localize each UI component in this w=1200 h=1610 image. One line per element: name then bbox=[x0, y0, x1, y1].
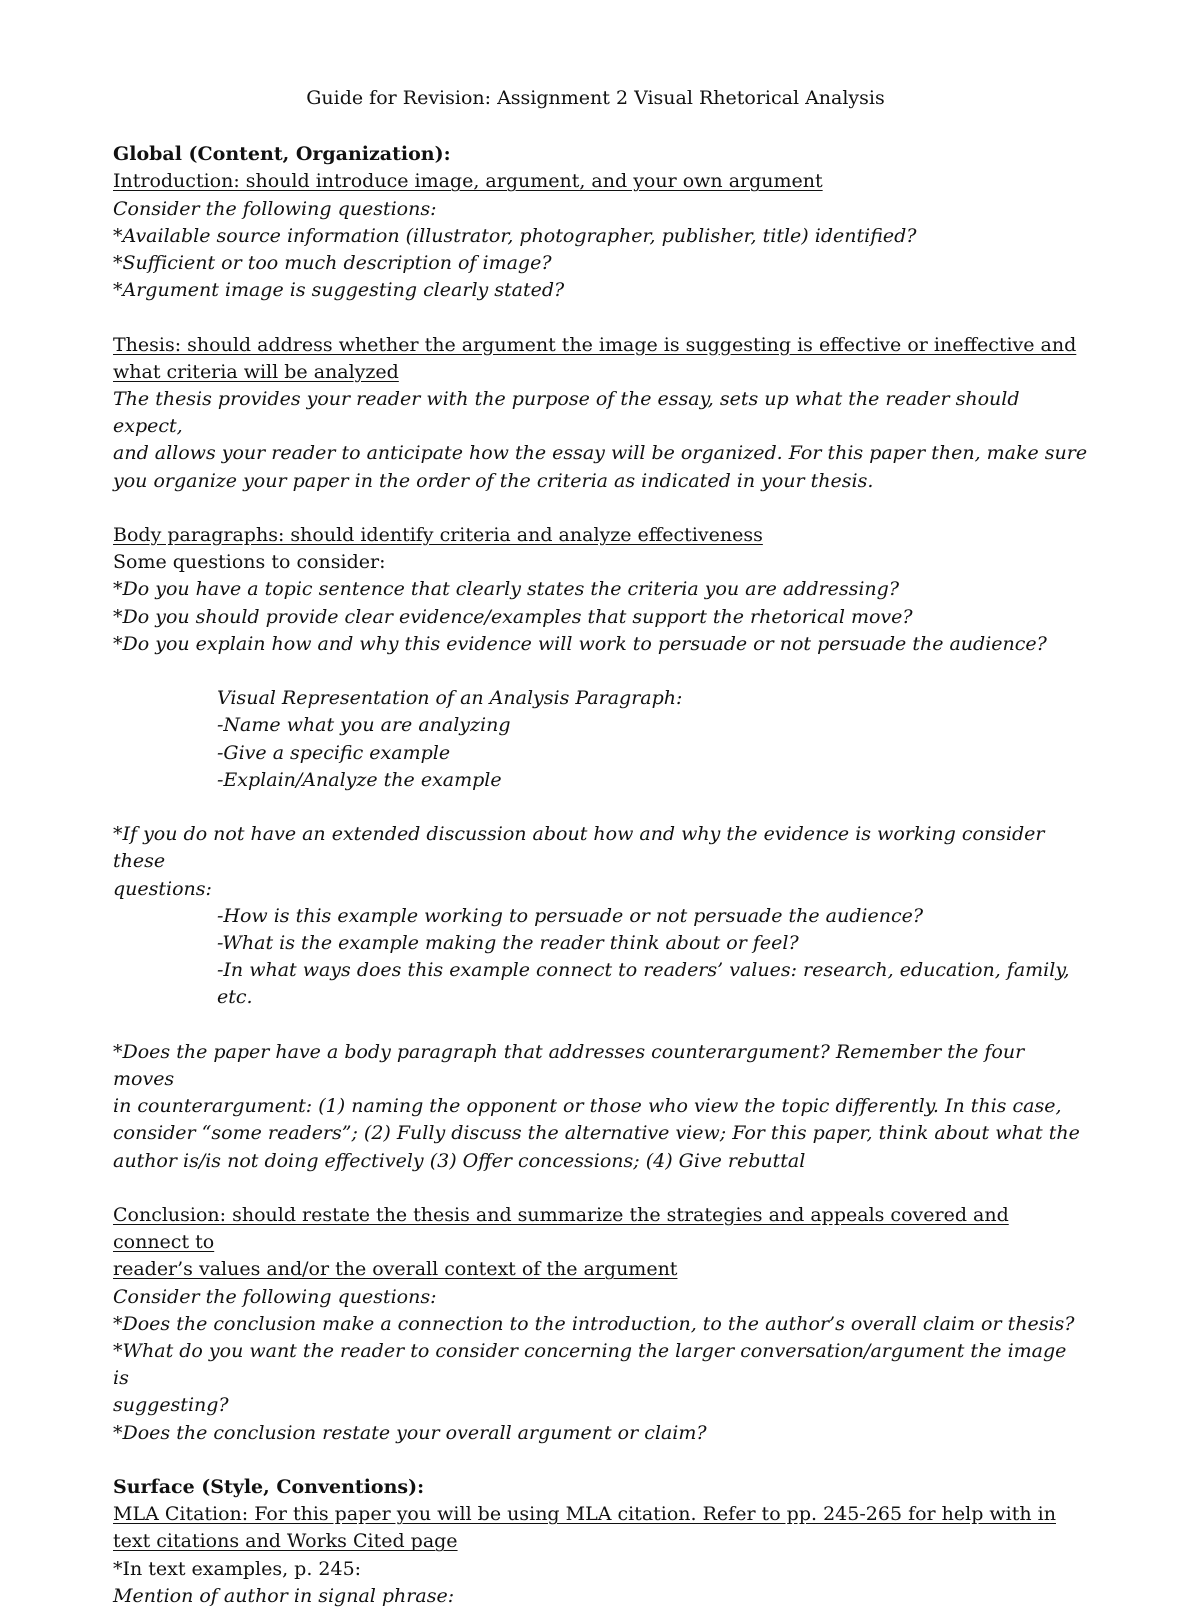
surface-heading: Surface (Style, Conventions): bbox=[113, 1476, 425, 1499]
introduction-heading: Introduction: should introduce image, argument, and your own argument bbox=[113, 170, 823, 193]
paragraph-spacer bbox=[113, 304, 1088, 331]
extended-discussion-note: *If you do not have an extended discussion about how and why the evidence is working consider these bbox=[113, 823, 1045, 873]
body-question: *Do you have a topic sentence that clearly states the criteria you are addressing? bbox=[113, 578, 900, 601]
conclusion-question: *What do you want the reader to consider concerning the larger conversation/argument the image is bbox=[113, 1340, 1067, 1390]
extended-discussion-note: questions: bbox=[113, 877, 212, 900]
thesis-description: and allows your reader to anticipate how the essay will be organized. For this paper then, make sure bbox=[113, 442, 1088, 465]
document-body bbox=[113, 85, 1088, 1610]
visual-representation-step: -Name what you are analyzing bbox=[217, 714, 511, 737]
thesis-heading: what criteria will be analyzed bbox=[113, 360, 399, 383]
thesis-heading: Thesis: should address whether the argument the image is suggesting is effective or ineffective and bbox=[113, 333, 1077, 356]
conclusion-heading: Conclusion: should restate the thesis and summarize the strategies and appeals covered and connect to bbox=[113, 1204, 1009, 1254]
introduction-question: *Sufficient or too much description of image? bbox=[113, 252, 552, 275]
visual-representation-step: -Explain/Analyze the example bbox=[217, 768, 502, 791]
conclusion-question: suggesting? bbox=[113, 1394, 229, 1417]
body-paragraphs-prompt: Some questions to consider: bbox=[113, 551, 386, 574]
extended-question: etc. bbox=[217, 986, 253, 1009]
counterargument-note: consider “some readers”; (2) Fully discuss the alternative view; For this paper, think about what the bbox=[113, 1122, 1080, 1145]
mla-citation-heading: text citations and Works Cited page bbox=[113, 1530, 458, 1553]
body-question: *Do you should provide clear evidence/examples that support the rhetorical move? bbox=[113, 605, 913, 628]
extended-question: -How is this example working to persuade or not persuade the audience? bbox=[217, 904, 924, 927]
extended-question: -In what ways does this example connect to readers’ values: research, education, family, bbox=[217, 959, 1070, 982]
body-question: *Do you explain how and why this evidence will work to persuade or not persuade the audience? bbox=[113, 632, 1047, 655]
paragraph-spacer bbox=[113, 794, 1088, 821]
extended-question: -What is the example making the reader think about or feel? bbox=[217, 932, 799, 955]
conclusion-heading: reader’s values and/or the overall context of the argument bbox=[113, 1258, 678, 1281]
body-paragraphs-heading: Body paragraphs: should identify criteria and analyze effectiveness bbox=[113, 524, 763, 547]
paragraph-spacer bbox=[113, 1447, 1088, 1474]
paragraph-spacer bbox=[113, 495, 1088, 522]
signal-phrase-note: Mention of author in signal phrase: bbox=[113, 1584, 455, 1607]
visual-representation-step: -Give a specific example bbox=[217, 741, 451, 764]
paragraph-spacer bbox=[113, 658, 1088, 685]
introduction-question: *Argument image is suggesting clearly stated? bbox=[113, 279, 565, 302]
paragraph-spacer bbox=[113, 1175, 1088, 1202]
in-text-examples: *In text examples, p. 245: bbox=[113, 1557, 362, 1580]
introduction-prompt: Consider the following questions: bbox=[113, 197, 437, 220]
paragraph-spacer bbox=[113, 1012, 1088, 1039]
counterargument-note: in counterargument: (1) naming the opponent or those who view the topic differently. In this case, bbox=[113, 1095, 1062, 1118]
counterargument-note: author is/is not doing effectively (3) Offer concessions; (4) Give rebuttal bbox=[113, 1149, 806, 1172]
visual-representation-title: Visual Representation of an Analysis Paragraph: bbox=[217, 687, 683, 710]
conclusion-question: *Does the conclusion make a connection to the introduction, to the author’s overall claim or thesis? bbox=[113, 1312, 1075, 1335]
document-title: Guide for Revision: Assignment 2 Visual Rhetorical Analysis bbox=[306, 87, 885, 109]
conclusion-question: *Does the conclusion restate your overall argument or claim? bbox=[113, 1421, 707, 1444]
counterargument-note: *Does the paper have a body paragraph that addresses counterargument? Remember the four moves bbox=[113, 1040, 1025, 1091]
introduction-question: *Available source information (illustrator, photographer, publisher, title) identified? bbox=[113, 224, 917, 247]
thesis-description: The thesis provides your reader with the purpose of the essay, sets up what the reader should expect, bbox=[113, 388, 1020, 438]
global-heading: Global (Content, Organization): bbox=[113, 143, 451, 166]
thesis-description: you organize your paper in the order of the criteria as indicated in your thesis. bbox=[113, 469, 874, 492]
conclusion-prompt: Consider the following questions: bbox=[113, 1285, 437, 1308]
mla-citation-heading: MLA Citation: For this paper you will be using MLA citation. Refer to pp. 245-265 for help with in bbox=[113, 1503, 1056, 1526]
